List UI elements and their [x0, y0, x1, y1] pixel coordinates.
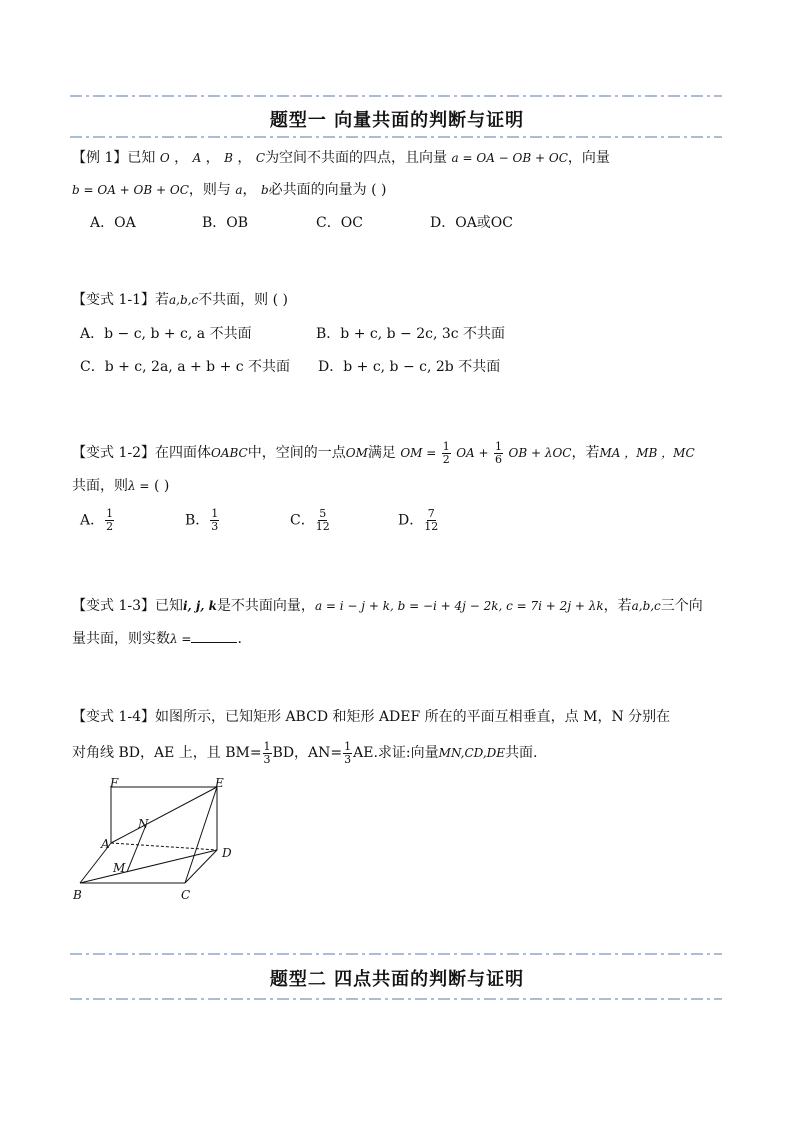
vector-a-ref: a [235, 183, 243, 197]
lambda-symbol: λ = [128, 479, 150, 493]
variant11-vectors: a,b,c [169, 293, 199, 307]
variant13-label: 【变式 1-3】 [72, 598, 155, 614]
fraction-one-half: $\frac{1}{2}$ [442, 439, 450, 466]
variant11-option-a: A．b − c, b + c, a 不共面 [80, 326, 252, 342]
vector-b-definition: b = OA + OB + OC [72, 183, 189, 197]
variant11-option-d: D．b + c, b − c, 2b 不共面 [318, 359, 501, 375]
vectors-abc: a,b,c [631, 599, 661, 613]
variant12-text-2: 中，空间的一点 [247, 445, 346, 461]
variant12-text-5: 共面，则 [72, 478, 128, 494]
section-heading-2: 题型二 四点共面的判断与证明 [269, 969, 525, 990]
example1-comma: ， [242, 182, 257, 198]
point-c: C [255, 151, 266, 165]
example1-text: 已知 [127, 150, 156, 166]
edge-cd [185, 850, 217, 883]
variant12-stem [72, 440, 695, 466]
point-om: OM [345, 446, 368, 460]
label-e: E [215, 776, 224, 790]
example1-line2 [72, 180, 387, 200]
variant14-line2 [72, 740, 538, 766]
point-b: B [224, 151, 233, 165]
section2-divider-top [70, 953, 722, 955]
vector-a-definition: a = OA − OB + OC [451, 151, 568, 165]
variant14-line1 [72, 707, 670, 727]
tetrahedron-name: OABC [211, 446, 248, 460]
variant14-text-4: AE.求证:向量 [353, 745, 439, 761]
variant12-text-3: 满足 [367, 445, 396, 461]
variant13-text-4: 三个向 [660, 598, 703, 614]
variant11-label: 【变式 1-1】 [72, 292, 155, 308]
equation-right: OB + λOC [508, 446, 572, 460]
variant14-label: 【变式 1-4】 [72, 709, 155, 725]
variant12-text-4: ，若 [571, 445, 600, 461]
variant13-line2 [72, 629, 242, 649]
section2-divider-bottom [70, 998, 722, 1000]
geometry-figure [70, 775, 245, 905]
example1-text-3: ，向量 [567, 150, 610, 166]
label-b: B [73, 888, 82, 902]
fraction-one-third-2: $\frac{1}{3}$ [344, 739, 352, 766]
proof-vectors: MN,CD,DE [438, 746, 506, 760]
example1-text-4: ，则与 [188, 182, 231, 198]
point-o: O [159, 151, 170, 165]
example1-text-2: 为空间不共面的四点，且向量 [265, 150, 448, 166]
coplanar-vectors: MA ，MB ，MC [599, 446, 695, 460]
variant12-option-b: B． $\frac{1}{3}$ [185, 507, 219, 533]
edge-ad-hidden [111, 843, 217, 850]
example1-option-c: C．OC [316, 215, 363, 231]
variant13-period: . [237, 631, 242, 647]
section-divider-top [70, 95, 722, 97]
section-divider-bottom [70, 136, 722, 138]
segment-mn [127, 825, 146, 872]
variant13-stem [72, 596, 703, 616]
fraction-one-sixth: $\frac{1}{6}$ [495, 439, 503, 466]
variant11-option-b: B．b + c, b − 2c, 3c 不共面 [316, 326, 506, 342]
variant12-option-c: C． $\frac{5}{12}$ [290, 507, 330, 533]
variant13-text-3: ，若 [603, 598, 632, 614]
equation-left: OM = [400, 446, 437, 460]
fraction-one-third: $\frac{1}{3}$ [263, 739, 271, 766]
label-c: C [181, 888, 191, 902]
lambda-symbol-2: λ = [170, 632, 192, 646]
variant12-line2 [72, 476, 169, 496]
variant14-text-2: 对角线 BD，AE 上，且 BM= [72, 745, 262, 761]
example1-question: 必共面的向量为 ( ) [268, 182, 387, 198]
variant14-text: 如图所示，已知矩形 ABCD 和矩形 ADEF 所在的平面互相垂直，点 M，N 分别在 [155, 709, 671, 725]
label-a: A [101, 837, 110, 851]
variant13-text-2: 是不共面向量， [216, 598, 315, 614]
variant13-text-5: 量共面，则实数 [72, 631, 170, 647]
example1-line1: 【例 1】已知 O ， A ， B ， C为空间不共面的四点，且向量 a = OA − OB + OC，向量 [72, 150, 610, 166]
variant12-text: 在四面体 [155, 445, 211, 461]
section-heading-1: 题型一 向量共面的判断与证明 [269, 110, 525, 131]
equation-mid: OA + [456, 446, 489, 460]
answer-blank[interactable] [191, 630, 237, 643]
vector-b-ref: b [260, 183, 269, 197]
variant14-text-3: BD，AN= [272, 745, 343, 761]
diagonal-bd [80, 850, 217, 883]
vector-equations: a = i − j + k, b = −i + 4j − 2k, c = 7i + 2j + λk [314, 599, 604, 613]
variant12-option-d: D． $\frac{7}{12}$ [398, 507, 439, 533]
basis-vectors: i, j, k [183, 599, 217, 613]
label-n: N [138, 817, 149, 831]
variant13-text: 已知 [155, 598, 183, 614]
variant12-answer-paren: ( ) [153, 478, 170, 494]
variant14-text-5: 共面. [505, 745, 538, 761]
variant11-text: 若 [155, 292, 169, 308]
example1-option-b: B．OB [202, 215, 249, 231]
example1-option-d: D．OA或OC [430, 215, 514, 231]
example1-label: 【例 1】 [72, 150, 128, 166]
variant12-option-a: A． $\frac{1}{2}$ [80, 507, 114, 533]
variant11-question: 不共面，则 ( ) [198, 292, 289, 308]
label-f: F [110, 776, 119, 790]
point-a: A [192, 151, 202, 165]
label-d: D [222, 846, 232, 860]
variant12-label: 【变式 1-2】 [72, 445, 155, 461]
example1-option-a: A．OA [90, 215, 136, 231]
variant11-option-c: C．b + c, 2a, a + b + c 不共面 [80, 359, 291, 375]
variant11-stem [72, 290, 288, 310]
label-m: M [113, 861, 126, 875]
